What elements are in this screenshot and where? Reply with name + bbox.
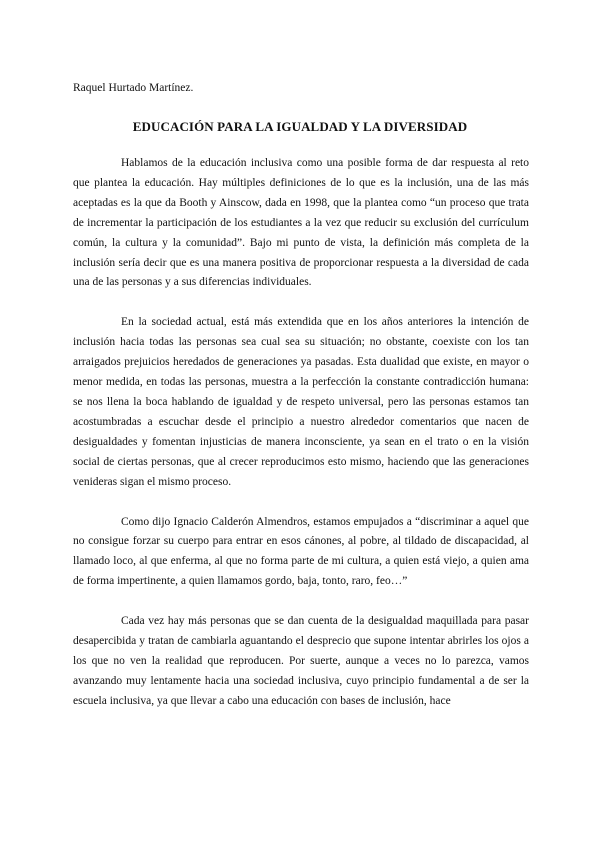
paragraph-4: Cada vez hay más personas que se dan cuenta de la desigualdad maquillada para pasar desapercibida y tratan de cambiarla aguantando el desprecio que supone intentar abrirles los ojos a los que no ven la realidad que reproducen. Por suerte, aunque a veces no lo parezca, vamos avanzando muy lentamente hacia una sociedad inclusiva, cuyo principio fundamental a de ser la escuela inclusiva, ya que llevar a cabo una educación con bases de inclusión, hace bbox=[73, 615, 529, 707]
paragraph-2: En la sociedad actual, está más extendida que en los años anteriores la intención de inclusión hacia todas las personas sea cual sea su situación; no obstante, coexiste con los tan arraigados prejuicios heredados de generaciones ya pasadas. Esta dualidad que existe, en mayor o menor medida, en todas las personas, muestra a la perfección la constante contradicción humana: se nos llena la boca hablando de igualdad y de respeto universal, pero las personas estamos tan acostumbradas a escuchar desde el principio a nuestro alrededor comentarios que nacen de desigualdades y fomentan injusticias de manera inconsciente, ya sean en el trato o en la visión social de ciertas personas, que al crecer reproducimos esto mismo, haciendo que las generaciones venideras sigan el mismo proceso. bbox=[73, 316, 529, 488]
paragraph-3: Como dijo Ignacio Calderón Almendros, estamos empujados a “discriminar a aquel que no consigue forzar su cuerpo para entrar en esos cánones, al pobre, al tildado de discapacidad, al llamado loco, al que enferma, al que no forma parte de mi cultura, a quien está viejo, a quien ama de forma impertinente, a quien llamamos gordo, baja, tonto, raro, feo…” bbox=[73, 515, 529, 588]
document-body bbox=[73, 154, 529, 732]
document-title: EDUCACIÓN PARA LA IGUALDAD Y LA DIVERSIDAD bbox=[132, 119, 468, 134]
paragraph-1: Hablamos de la educación inclusiva como una posible forma de dar respuesta al reto que plantea la educación. Hay múltiples definiciones de lo que es la inclusión, una de las más aceptadas es la que da Booth y Ainscow, dada en 1998, que la plantea como “un proceso que trata de incrementar la participación de los estudiantes a la vez que reducir su exclusión del currículum común, la cultura y la comunidad”. Bajo mi punto de vista, la definición más completa de la inclusión sería decir que es una manera positiva de proporcionar respuesta a la diversidad de cada una de las personas y a sus diferencias individuales. bbox=[73, 157, 529, 289]
author-name: Raquel Hurtado Martínez. bbox=[73, 82, 194, 94]
